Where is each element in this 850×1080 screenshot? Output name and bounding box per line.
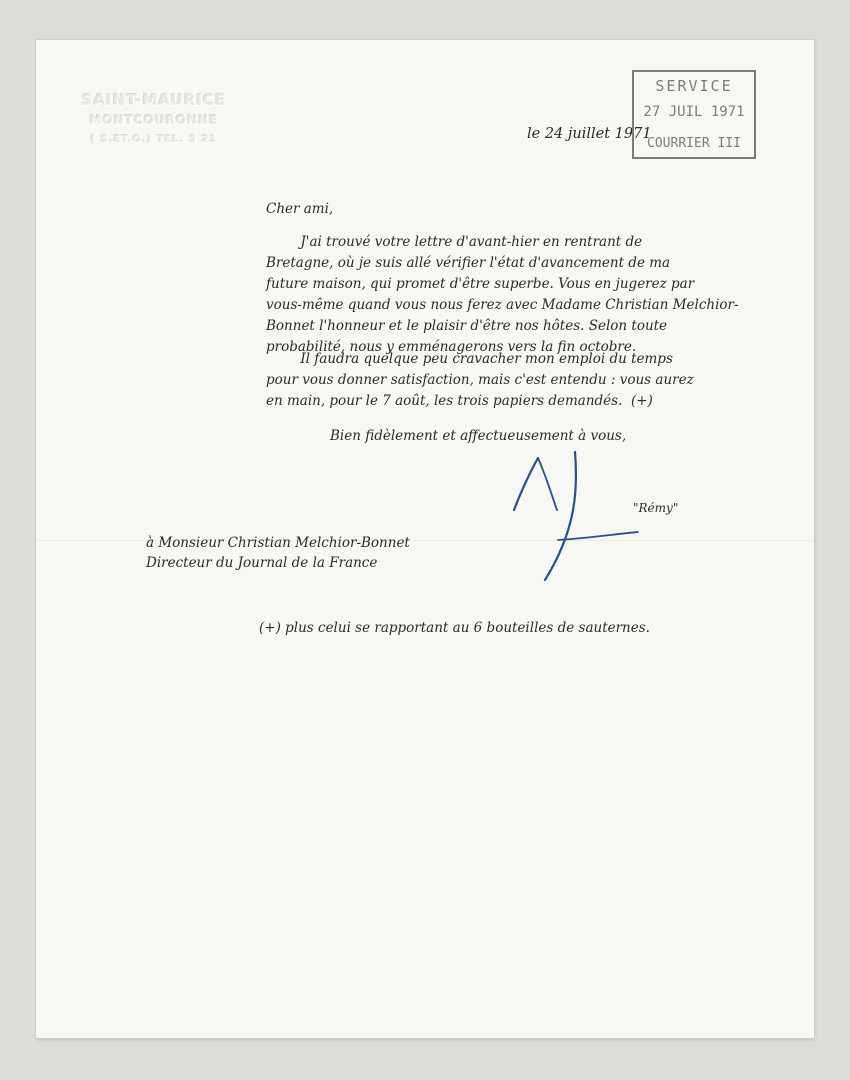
letterhead-line-3: ( S.ET.O.) TEL. 3 21 (90, 134, 218, 145)
signature-stroke (558, 532, 638, 540)
reception-stamp (632, 70, 756, 159)
recipient-title: Directeur du Journal de la France (146, 555, 378, 571)
recipient-name: à Monsieur Christian Melchior-Bonnet (146, 535, 410, 551)
paragraph-1-line: vous-même quand vous nous ferez avec Madame Christian Melchior- (266, 297, 739, 313)
stamp-line-3: COURRIER III (647, 136, 741, 151)
handwritten-signature (470, 400, 660, 590)
signature-stroke (514, 458, 538, 510)
embossed-letterhead (74, 90, 234, 150)
closing-line: Bien fidèlement et affectueusement à vous, (330, 428, 627, 444)
paragraph-2-line: pour vous donner satisfaction, mais c'est entendu : vous aurez (266, 372, 694, 388)
signature-stroke (545, 452, 576, 580)
postscript: (+) plus celui se rapportant au 6 bouteilles de sauternes. (259, 620, 650, 636)
paragraph-1-line: Bretagne, où je suis allé vérifier l'état d'avancement de ma (266, 255, 671, 271)
letterhead-line-2: MONTCOURONNE (89, 113, 219, 127)
stamp-date: 27 JUIL 1971 (643, 104, 745, 120)
paragraph-2-line: Il faudra quelque peu cravacher mon emploi du temps (266, 351, 673, 367)
letterhead-line-1: SAINT-MAURICE (81, 91, 227, 109)
paragraph-1-line: J'ai trouvé votre lettre d'avant-hier en rentrant de (266, 234, 643, 250)
paragraph-2-line: en main, pour le 7 août, les trois papiers demandés. (+) (266, 393, 653, 409)
letter-date: le 24 juillet 1971 (527, 126, 652, 142)
paragraph-1-line: future maison, qui promet d'être superbe. Vous en jugerez par (266, 276, 695, 292)
signed-name: "Rémy" (633, 501, 679, 515)
signature-stroke (538, 458, 557, 510)
paragraph-1-line: probabilité, nous y emménagerons vers la fin octobre. (266, 339, 637, 355)
salutation: Cher ami, (266, 201, 334, 217)
stamp-line-1: SERVICE (655, 77, 733, 95)
paragraph-1-line: Bonnet l'honneur et le plaisir d'être nos hôtes. Selon toute (266, 318, 668, 334)
